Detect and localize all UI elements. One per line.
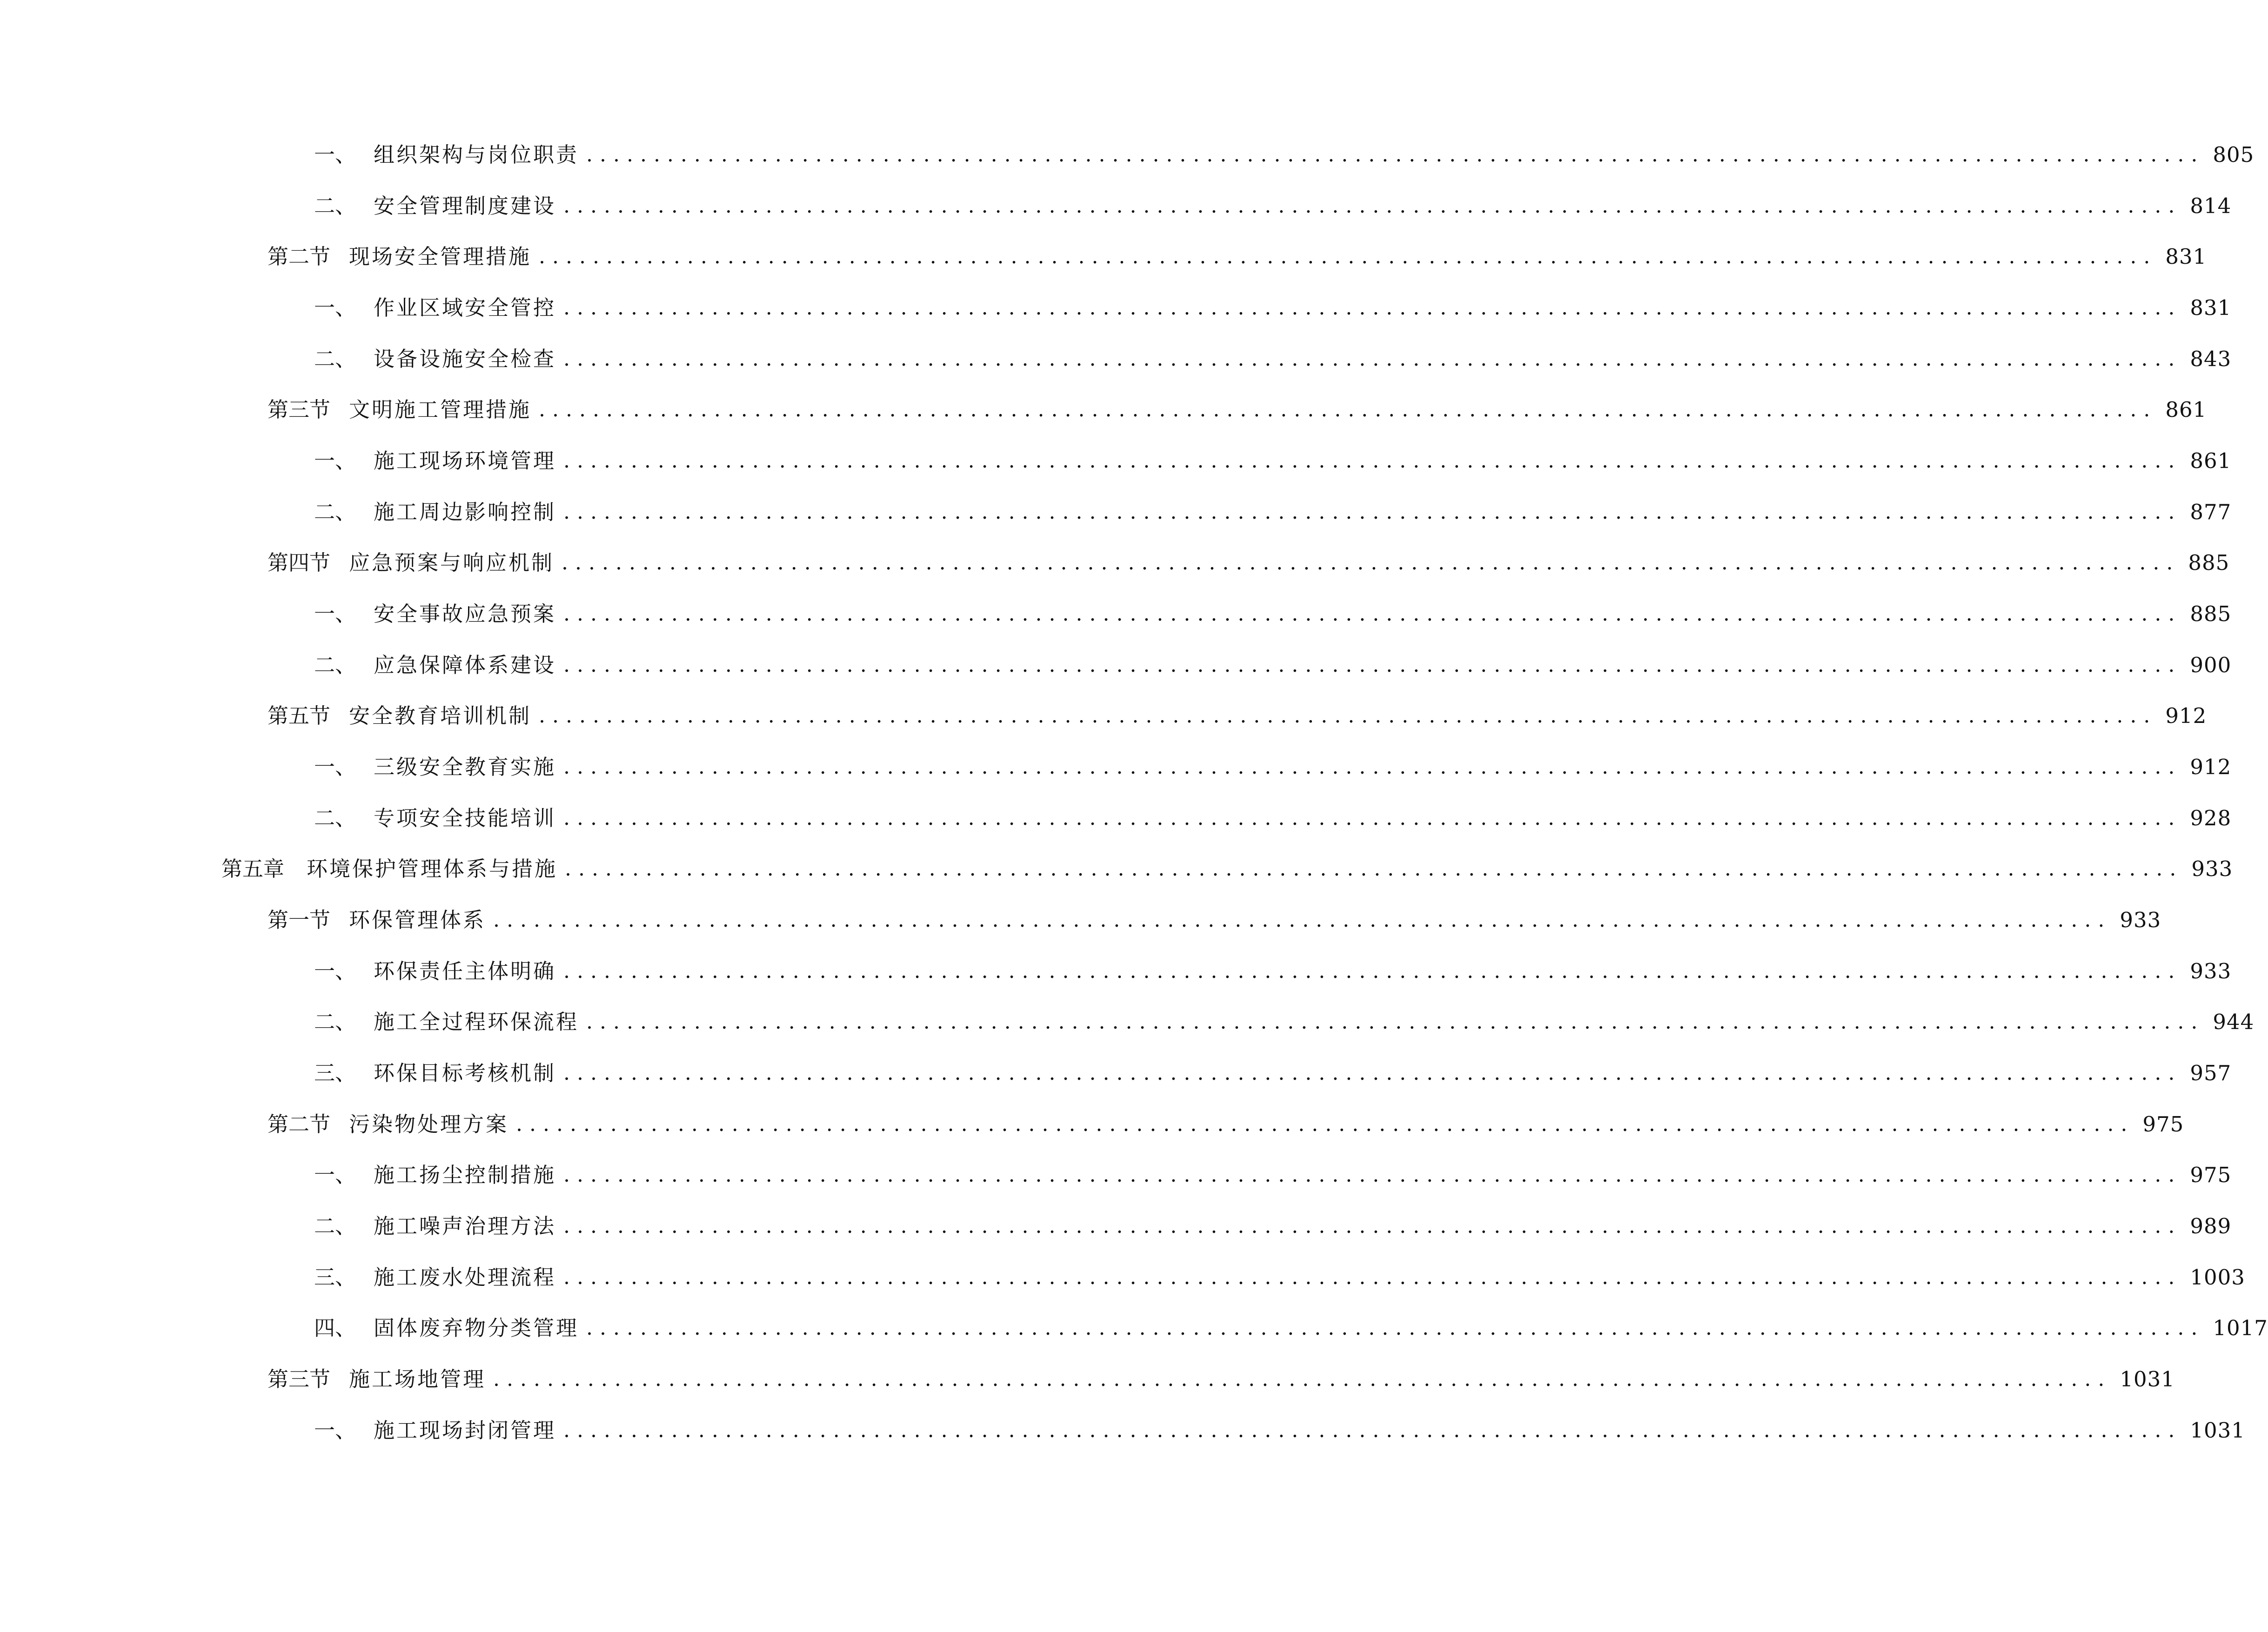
toc-entry[interactable] — [314, 595, 2232, 633]
toc-entry[interactable] — [268, 238, 2207, 275]
dot-leader: ........................................................................................................................ — [493, 1367, 2112, 1391]
toc-entry-title: 施工现场环境管理 — [374, 448, 556, 473]
toc-entry-title: 施工噪声治理方法 — [374, 1214, 556, 1238]
toc-entry-page: 814 — [2190, 194, 2232, 218]
toc-entry-number: 第二节 — [268, 1112, 331, 1137]
dot-leader: ........................................................................................................................ — [539, 704, 2157, 728]
toc-entry-number: 一、 — [314, 295, 356, 320]
dot-leader: ........................................................................................................................ — [563, 500, 2182, 524]
dot-leader: ........................................................................................................................ — [563, 959, 2182, 983]
toc-entry-number: 一、 — [314, 1163, 356, 1187]
dot-leader: ........................................................................................................................ — [586, 1010, 2205, 1034]
toc-entry-number: 第五章 — [221, 856, 285, 881]
toc-entry[interactable] — [314, 1055, 2232, 1092]
toc-entry-title: 安全管理制度建设 — [374, 194, 556, 218]
dot-leader: ........................................................................................................................ — [563, 1418, 2182, 1442]
dot-leader: ........................................................................................................................ — [493, 908, 2112, 932]
toc-entry-title: 环保责任主体明确 — [374, 959, 556, 983]
dot-leader: ........................................................................................................................ — [563, 1214, 2182, 1238]
dot-leader: ........................................................................................................................ — [563, 194, 2182, 218]
toc-entry-number: 二、 — [314, 806, 356, 830]
dot-leader: ........................................................................................................................ — [563, 806, 2182, 830]
toc-entry[interactable] — [314, 800, 2232, 837]
toc-entry-number: 一、 — [314, 142, 356, 167]
toc-entry[interactable] — [314, 647, 2232, 684]
toc-entry[interactable] — [314, 136, 2255, 174]
toc-entry-title: 施工废水处理流程 — [374, 1265, 556, 1290]
toc-entry-page: 1031 — [2190, 1418, 2245, 1443]
toc-entry-number: 一、 — [314, 1418, 356, 1443]
toc-entry-page: 831 — [2165, 244, 2207, 269]
toc-entry[interactable] — [268, 1106, 2184, 1143]
toc-entry[interactable] — [314, 1412, 2245, 1449]
toc-entry[interactable] — [314, 1208, 2232, 1245]
toc-entry-page: 944 — [2213, 1010, 2255, 1034]
toc-entry-title: 施工场地管理 — [349, 1367, 486, 1391]
toc-entry[interactable] — [314, 289, 2232, 327]
dot-leader: ........................................................................................................................ — [563, 653, 2182, 677]
toc-entry-number: 三、 — [314, 1061, 356, 1085]
toc-entry-page: 900 — [2190, 653, 2232, 677]
toc-entry-page: 957 — [2190, 1061, 2232, 1085]
toc-entry-page: 831 — [2190, 295, 2232, 320]
toc-entry-page: 1031 — [2120, 1367, 2175, 1391]
toc-entry-page: 975 — [2142, 1112, 2184, 1137]
toc-entry-number: 二、 — [314, 194, 356, 218]
toc-entry-number: 第二节 — [268, 244, 331, 269]
toc-entry-number: 第三节 — [268, 1367, 331, 1391]
toc-entry[interactable] — [268, 1361, 2175, 1398]
toc-entry-page: 861 — [2165, 397, 2207, 422]
dot-leader: ........................................................................................................................ — [539, 398, 2157, 421]
toc-entry-title: 现场安全管理措施 — [349, 244, 532, 269]
toc-entry-title: 环境保护管理体系与措施 — [307, 856, 558, 881]
toc-entry-number: 一、 — [314, 755, 356, 779]
toc-entry-page: 1003 — [2190, 1265, 2245, 1290]
toc-entry-title: 施工全过程环保流程 — [374, 1010, 579, 1034]
toc-entry[interactable] — [221, 850, 2233, 888]
dot-leader: ........................................................................................................................ — [586, 143, 2205, 167]
toc-entry-title: 设备设施安全检查 — [374, 347, 556, 371]
toc-entry-title: 环保管理体系 — [349, 908, 486, 932]
toc-entry-title: 专项安全技能培训 — [374, 806, 556, 830]
toc-entry-title: 作业区域安全管控 — [374, 295, 556, 320]
toc-entry-number: 第一节 — [268, 908, 331, 932]
dot-leader: ........................................................................................................................ — [565, 857, 2183, 881]
toc-entry-number: 三、 — [314, 1265, 356, 1290]
dot-leader: ........................................................................................................................ — [563, 1061, 2182, 1085]
toc-entry-title: 污染物处理方案 — [349, 1112, 509, 1137]
dot-leader: ........................................................................................................................ — [563, 602, 2182, 626]
toc-entry-page: 861 — [2190, 448, 2232, 473]
toc-entry[interactable] — [314, 494, 2232, 531]
toc-entry-page: 975 — [2190, 1163, 2232, 1187]
toc-entry-number: 一、 — [314, 602, 356, 626]
dot-leader: ........................................................................................................................ — [563, 1163, 2182, 1187]
toc-entry-title: 文明施工管理措施 — [349, 397, 532, 422]
toc-entry-page: 1017 — [2213, 1316, 2268, 1340]
toc-entry-page: 933 — [2191, 856, 2233, 881]
toc-entry-page: 928 — [2190, 806, 2232, 830]
toc-entry[interactable] — [314, 1003, 2255, 1041]
toc-entry-title: 应急预案与响应机制 — [349, 550, 555, 575]
dot-leader: ........................................................................................................................ — [562, 551, 2180, 575]
toc-entry[interactable] — [314, 442, 2232, 480]
toc-entry-title: 施工扬尘控制措施 — [374, 1163, 556, 1187]
toc-entry[interactable] — [314, 341, 2232, 378]
toc-entry-title: 安全教育培训机制 — [349, 703, 532, 728]
toc-entry-title: 三级安全教育实施 — [374, 755, 556, 779]
dot-leader: ........................................................................................................................ — [563, 755, 2182, 779]
toc-entry-title: 应急保障体系建设 — [374, 653, 556, 677]
dot-leader: ........................................................................................................................ — [539, 245, 2157, 268]
toc-entry[interactable] — [268, 902, 2161, 939]
dot-leader: ........................................................................................................................ — [563, 449, 2182, 473]
toc-entry-page: 877 — [2190, 500, 2232, 524]
toc-entry-title: 施工周边影响控制 — [374, 500, 556, 524]
toc-entry-number: 二、 — [314, 347, 356, 371]
toc-entry-page: 805 — [2213, 142, 2255, 167]
toc-entry-number: 一、 — [314, 959, 356, 983]
toc-entry-number: 二、 — [314, 1214, 356, 1238]
toc-entry-number: 四、 — [314, 1316, 356, 1340]
toc-entry-title: 组织架构与岗位职责 — [374, 142, 579, 167]
toc-entry-number: 第五节 — [268, 703, 331, 728]
toc-entry-page: 912 — [2190, 755, 2232, 779]
toc-entry-number: 第三节 — [268, 397, 331, 422]
toc-entry-number: 二、 — [314, 1010, 356, 1034]
toc-entry-page: 912 — [2165, 703, 2207, 728]
toc-entry-page: 885 — [2188, 550, 2230, 575]
toc-entry[interactable] — [314, 1310, 2268, 1347]
toc-entry-title: 环保目标考核机制 — [374, 1061, 556, 1085]
toc-entry[interactable] — [314, 1259, 2245, 1296]
toc-entry-number: 二、 — [314, 500, 356, 524]
toc-entry[interactable] — [314, 953, 2232, 990]
toc-entry[interactable] — [314, 187, 2232, 225]
toc-entry-page: 843 — [2190, 347, 2232, 371]
toc-entry-title: 安全事故应急预案 — [374, 602, 556, 626]
toc-entry-number: 一、 — [314, 448, 356, 473]
toc-entry-title: 施工现场封闭管理 — [374, 1418, 556, 1443]
toc-entry[interactable] — [268, 544, 2230, 582]
toc-entry-page: 933 — [2190, 959, 2232, 983]
toc-entry[interactable] — [268, 391, 2207, 428]
toc-entry-page: 885 — [2190, 602, 2232, 626]
dot-leader: ........................................................................................................................ — [516, 1112, 2134, 1136]
toc-entry[interactable] — [314, 1157, 2232, 1194]
toc-entry-number: 二、 — [314, 653, 356, 677]
toc-entry-title: 固体废弃物分类管理 — [374, 1316, 579, 1340]
toc-entry[interactable] — [268, 697, 2207, 735]
dot-leader: ........................................................................................................................ — [586, 1316, 2205, 1340]
dot-leader: ........................................................................................................................ — [563, 1265, 2182, 1289]
toc-entry-page: 933 — [2120, 908, 2161, 932]
toc-entry[interactable] — [314, 749, 2232, 786]
toc-entry-number: 第四节 — [268, 550, 331, 575]
toc-entry-page: 989 — [2190, 1214, 2232, 1238]
dot-leader: ........................................................................................................................ — [563, 347, 2182, 371]
dot-leader: ........................................................................................................................ — [563, 296, 2182, 320]
